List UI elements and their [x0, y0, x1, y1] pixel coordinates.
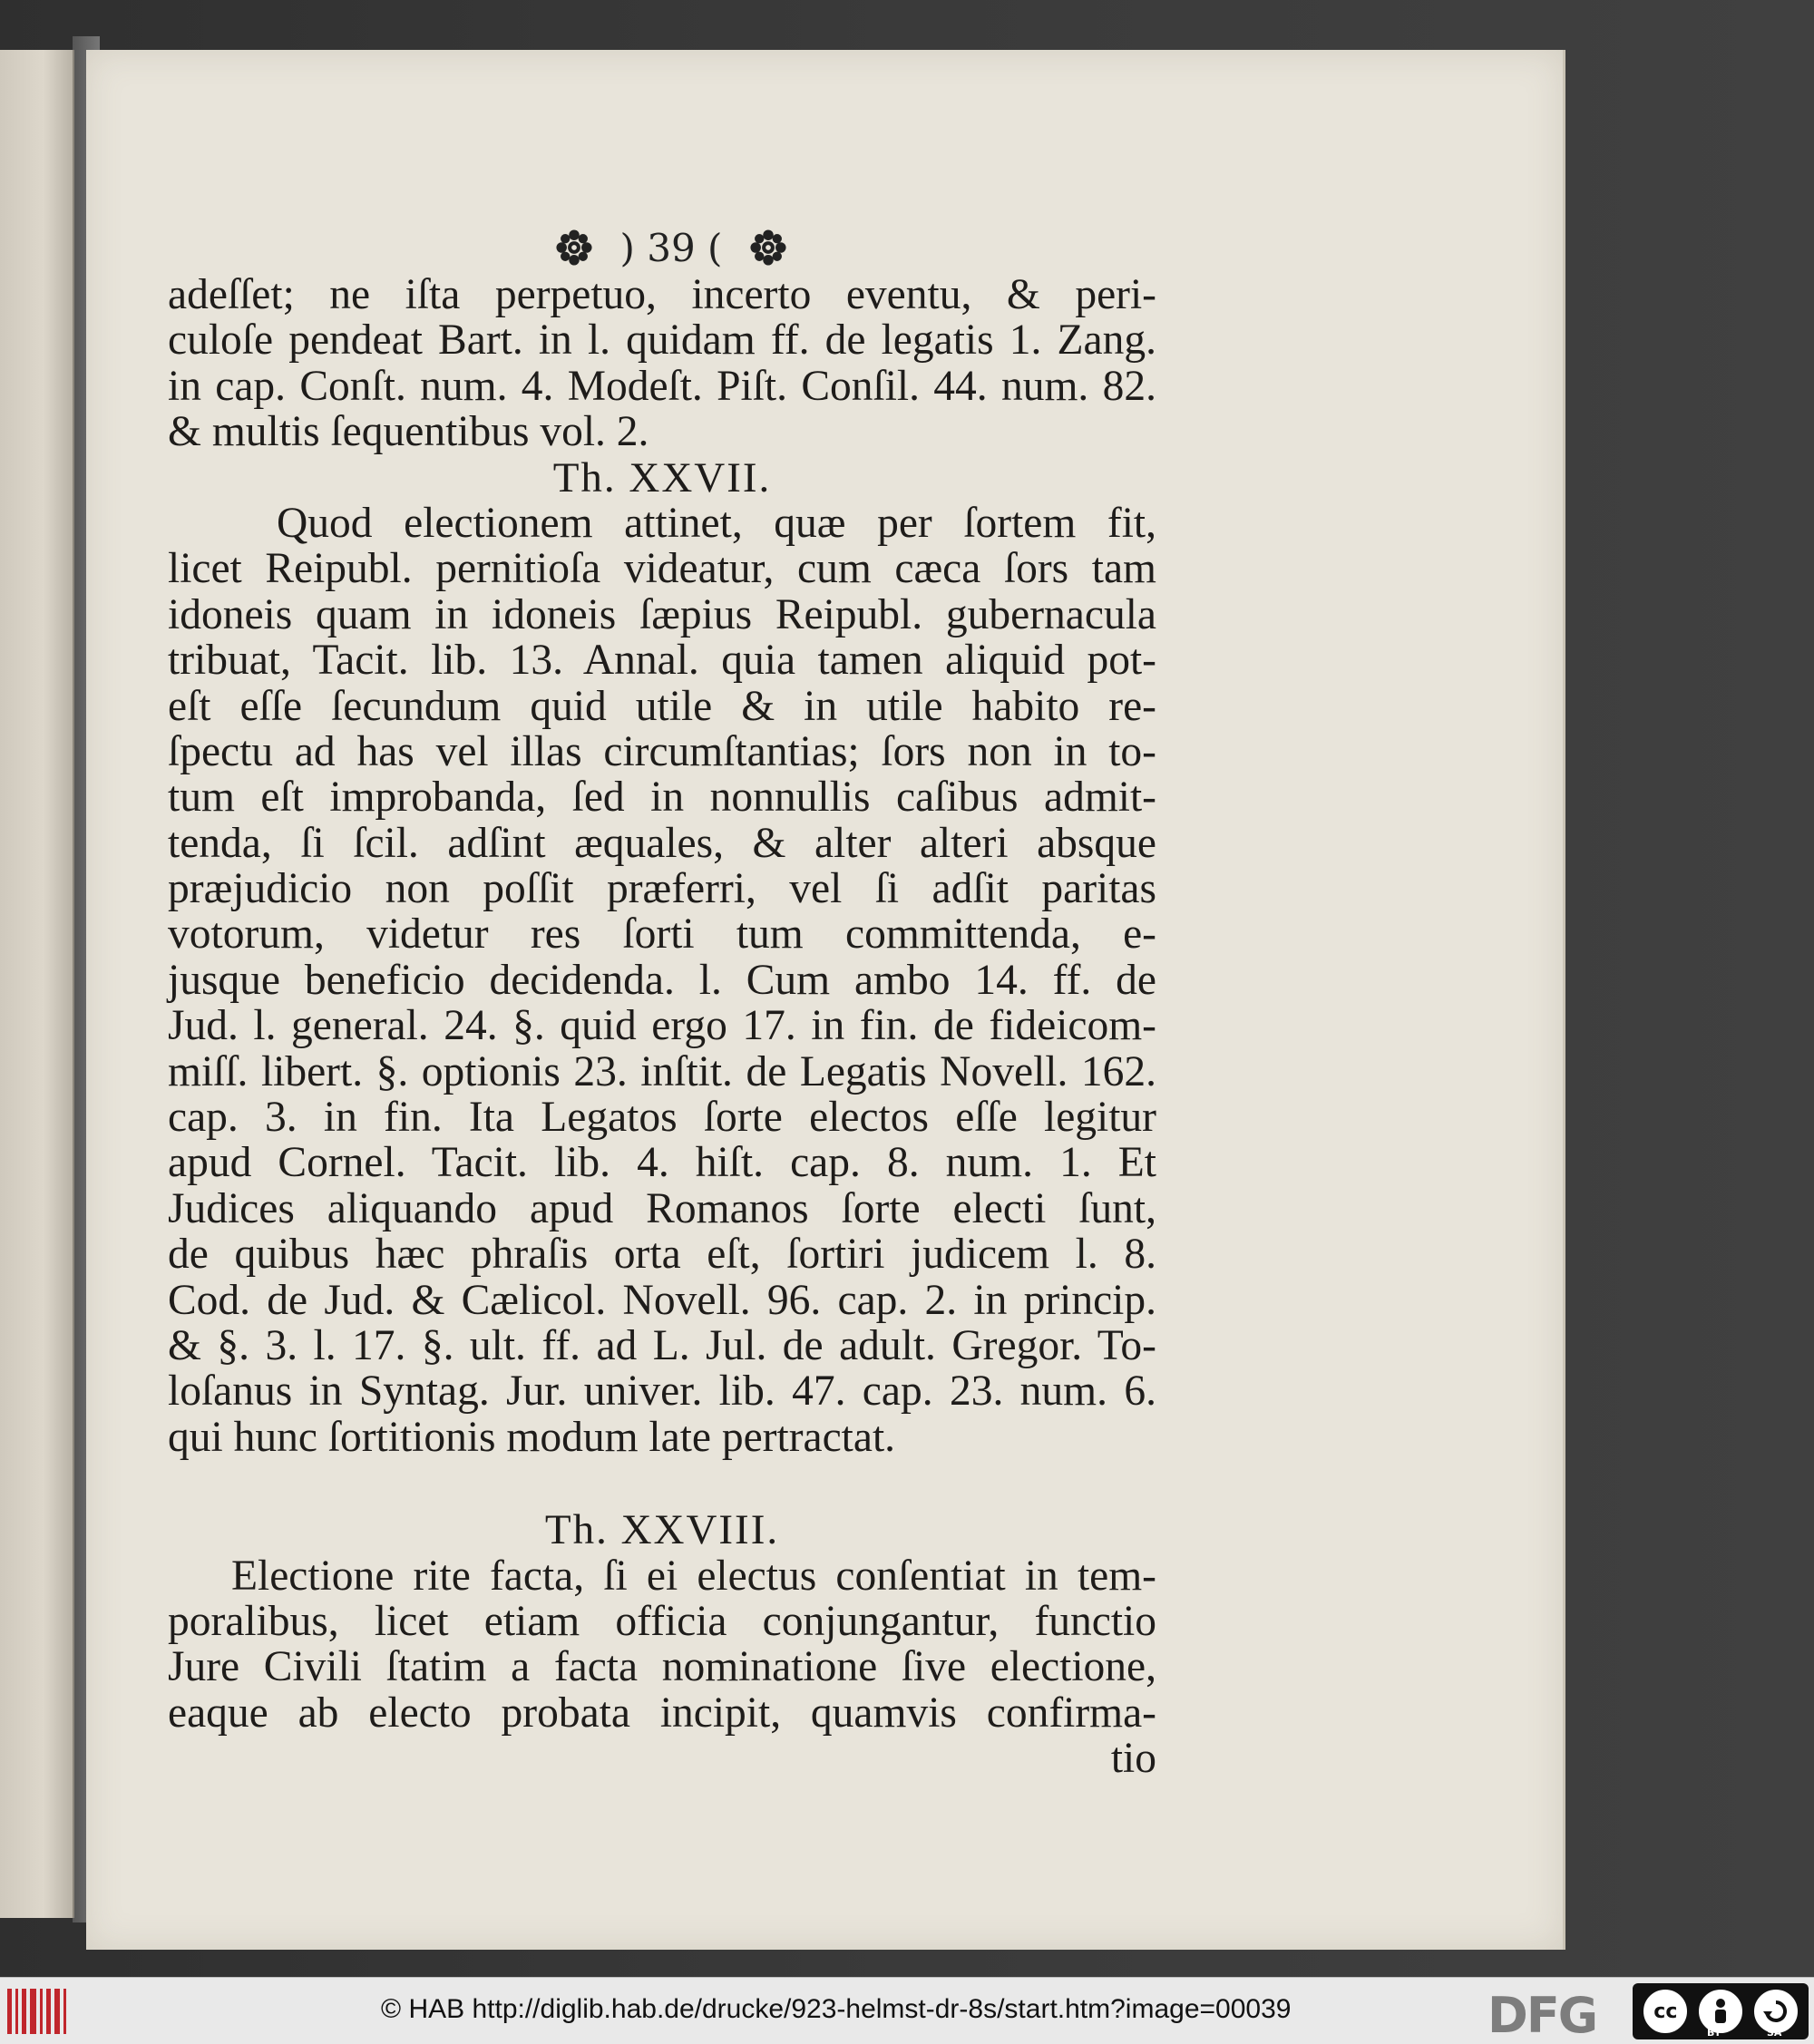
- text-line: tum eſt improbanda, ſed in nonnullis caſibus admit-: [168, 774, 1156, 822]
- by-label: BY: [1707, 2027, 1721, 2039]
- text-line: jusque beneficio decidenda. l. Cum ambo 14. ff. de: [168, 956, 1156, 1004]
- cc-icon: cc: [1643, 1990, 1687, 2033]
- text-line: votorum, videtur res ſorti tum committenda, e-: [168, 910, 1156, 959]
- text-line: & §. 3. l. 17. §. ult. ff. ad L. Jul. de adult. Gregor. To-: [168, 1321, 1156, 1369]
- text-line: poralibus, licet etiam officia conjungantur, functio: [168, 1597, 1156, 1645]
- text-line: miſſ. libert. §. optionis 23. inſtit. de Legatis Novell. 162.: [168, 1047, 1156, 1095]
- cc-license-badge[interactable]: [1633, 1983, 1809, 2039]
- page-number: ) 39 (: [619, 225, 723, 270]
- text-line: Electione rite facta, ſi ei electus conſentiat in tem-: [231, 1552, 1156, 1600]
- text-line: Jud. l. general. 24. §. quid ergo 17. in fin. de fideicom-: [168, 1002, 1156, 1050]
- text-line: adeſſet; ne iſta perpetuo, incerto eventu, & peri-: [168, 271, 1156, 318]
- text-line: apud Cornel. Tacit. lib. 4. hiſt. cap. 8. num. 1. Et: [168, 1139, 1156, 1187]
- hab-barcode-logo-icon: [7, 1989, 74, 2034]
- share-alike-arrow-icon: [1763, 1999, 1789, 2024]
- thesis-heading: Th. XXVII.: [552, 453, 772, 501]
- text-line: & multis ſequentibus vol. 2.: [168, 408, 649, 456]
- text-line: tribuat, Tacit. lib. 13. Annal. quia tamen aliquid pot-: [168, 637, 1156, 685]
- text-line: ſpectu ad has vel illas circumſtantias; ſors non in to-: [168, 727, 1156, 775]
- copyright-url[interactable]: © HAB http://diglib.hab.de/drucke/923-helmst-dr-8s/start.htm?image=00039: [381, 1994, 1292, 2024]
- thesis-heading: Th. XXVIII.: [544, 1506, 780, 1554]
- flower-ornament-icon: [553, 227, 595, 268]
- text-line: in cap. Conſt. num. 4. Modeſt. Piſt. Conſil. 44. num. 82.: [168, 362, 1156, 410]
- previous-page-edge: [0, 50, 74, 1918]
- dfg-logo: DFG: [1487, 1987, 1597, 2044]
- text-line: loſanus in Syntag. Jur. univer. lib. 47. cap. 23. num. 6.: [168, 1368, 1156, 1416]
- text-line: idoneis quam in idoneis ſæpius Reipubl. gubernacula: [168, 590, 1156, 638]
- text-line: Judices aliquando apud Romanos ſorte electi ſunt,: [168, 1184, 1156, 1232]
- text-line: licet Reipubl. pernitioſa videatur, cum cæca ſors tam: [168, 545, 1156, 593]
- running-head: [526, 225, 816, 270]
- text-line: qui hunc ſortitionis modum late pertractat.: [168, 1413, 896, 1461]
- text-line: cap. 3. in fin. Ita Legatos ſorte electos eſſe legitur: [168, 1094, 1156, 1142]
- footer-bar: [0, 1977, 1814, 2044]
- text-line: Jure Civili ſtatim a facta nominatione ſive electione,: [168, 1643, 1156, 1691]
- text-line: eaque ab electo probata incipit, quamvis confirma-: [168, 1689, 1156, 1737]
- text-line: præjudicio non poſſit præferri, vel ſi adſit paritas: [168, 865, 1156, 913]
- text-line: culoſe pendeat Bart. in l. quidam ff. de legatis 1. Zang.: [168, 316, 1156, 365]
- text-line: eſt eſſe ſecundum quid utile & in utile habito re-: [168, 682, 1156, 730]
- sa-label: SA: [1767, 2027, 1782, 2039]
- flower-ornament-icon: [747, 227, 789, 268]
- text-line: tio: [1110, 1735, 1156, 1783]
- person-icon: [1709, 1998, 1732, 2025]
- text-line: Quod electionem attinet, quæ per ſortem fit,: [277, 499, 1156, 547]
- text-line: tenda, ſi ſcil. adſint æquales, & alter alteri absque: [168, 819, 1156, 867]
- text-line: de quibus hæc phraſis orta eſt, ſortiri judicem l. 8.: [168, 1231, 1156, 1279]
- text-line: Cod. de Jud. & Cælicol. Novell. 96. cap. 2. in princip.: [168, 1276, 1156, 1324]
- page-text: [168, 272, 1156, 1782]
